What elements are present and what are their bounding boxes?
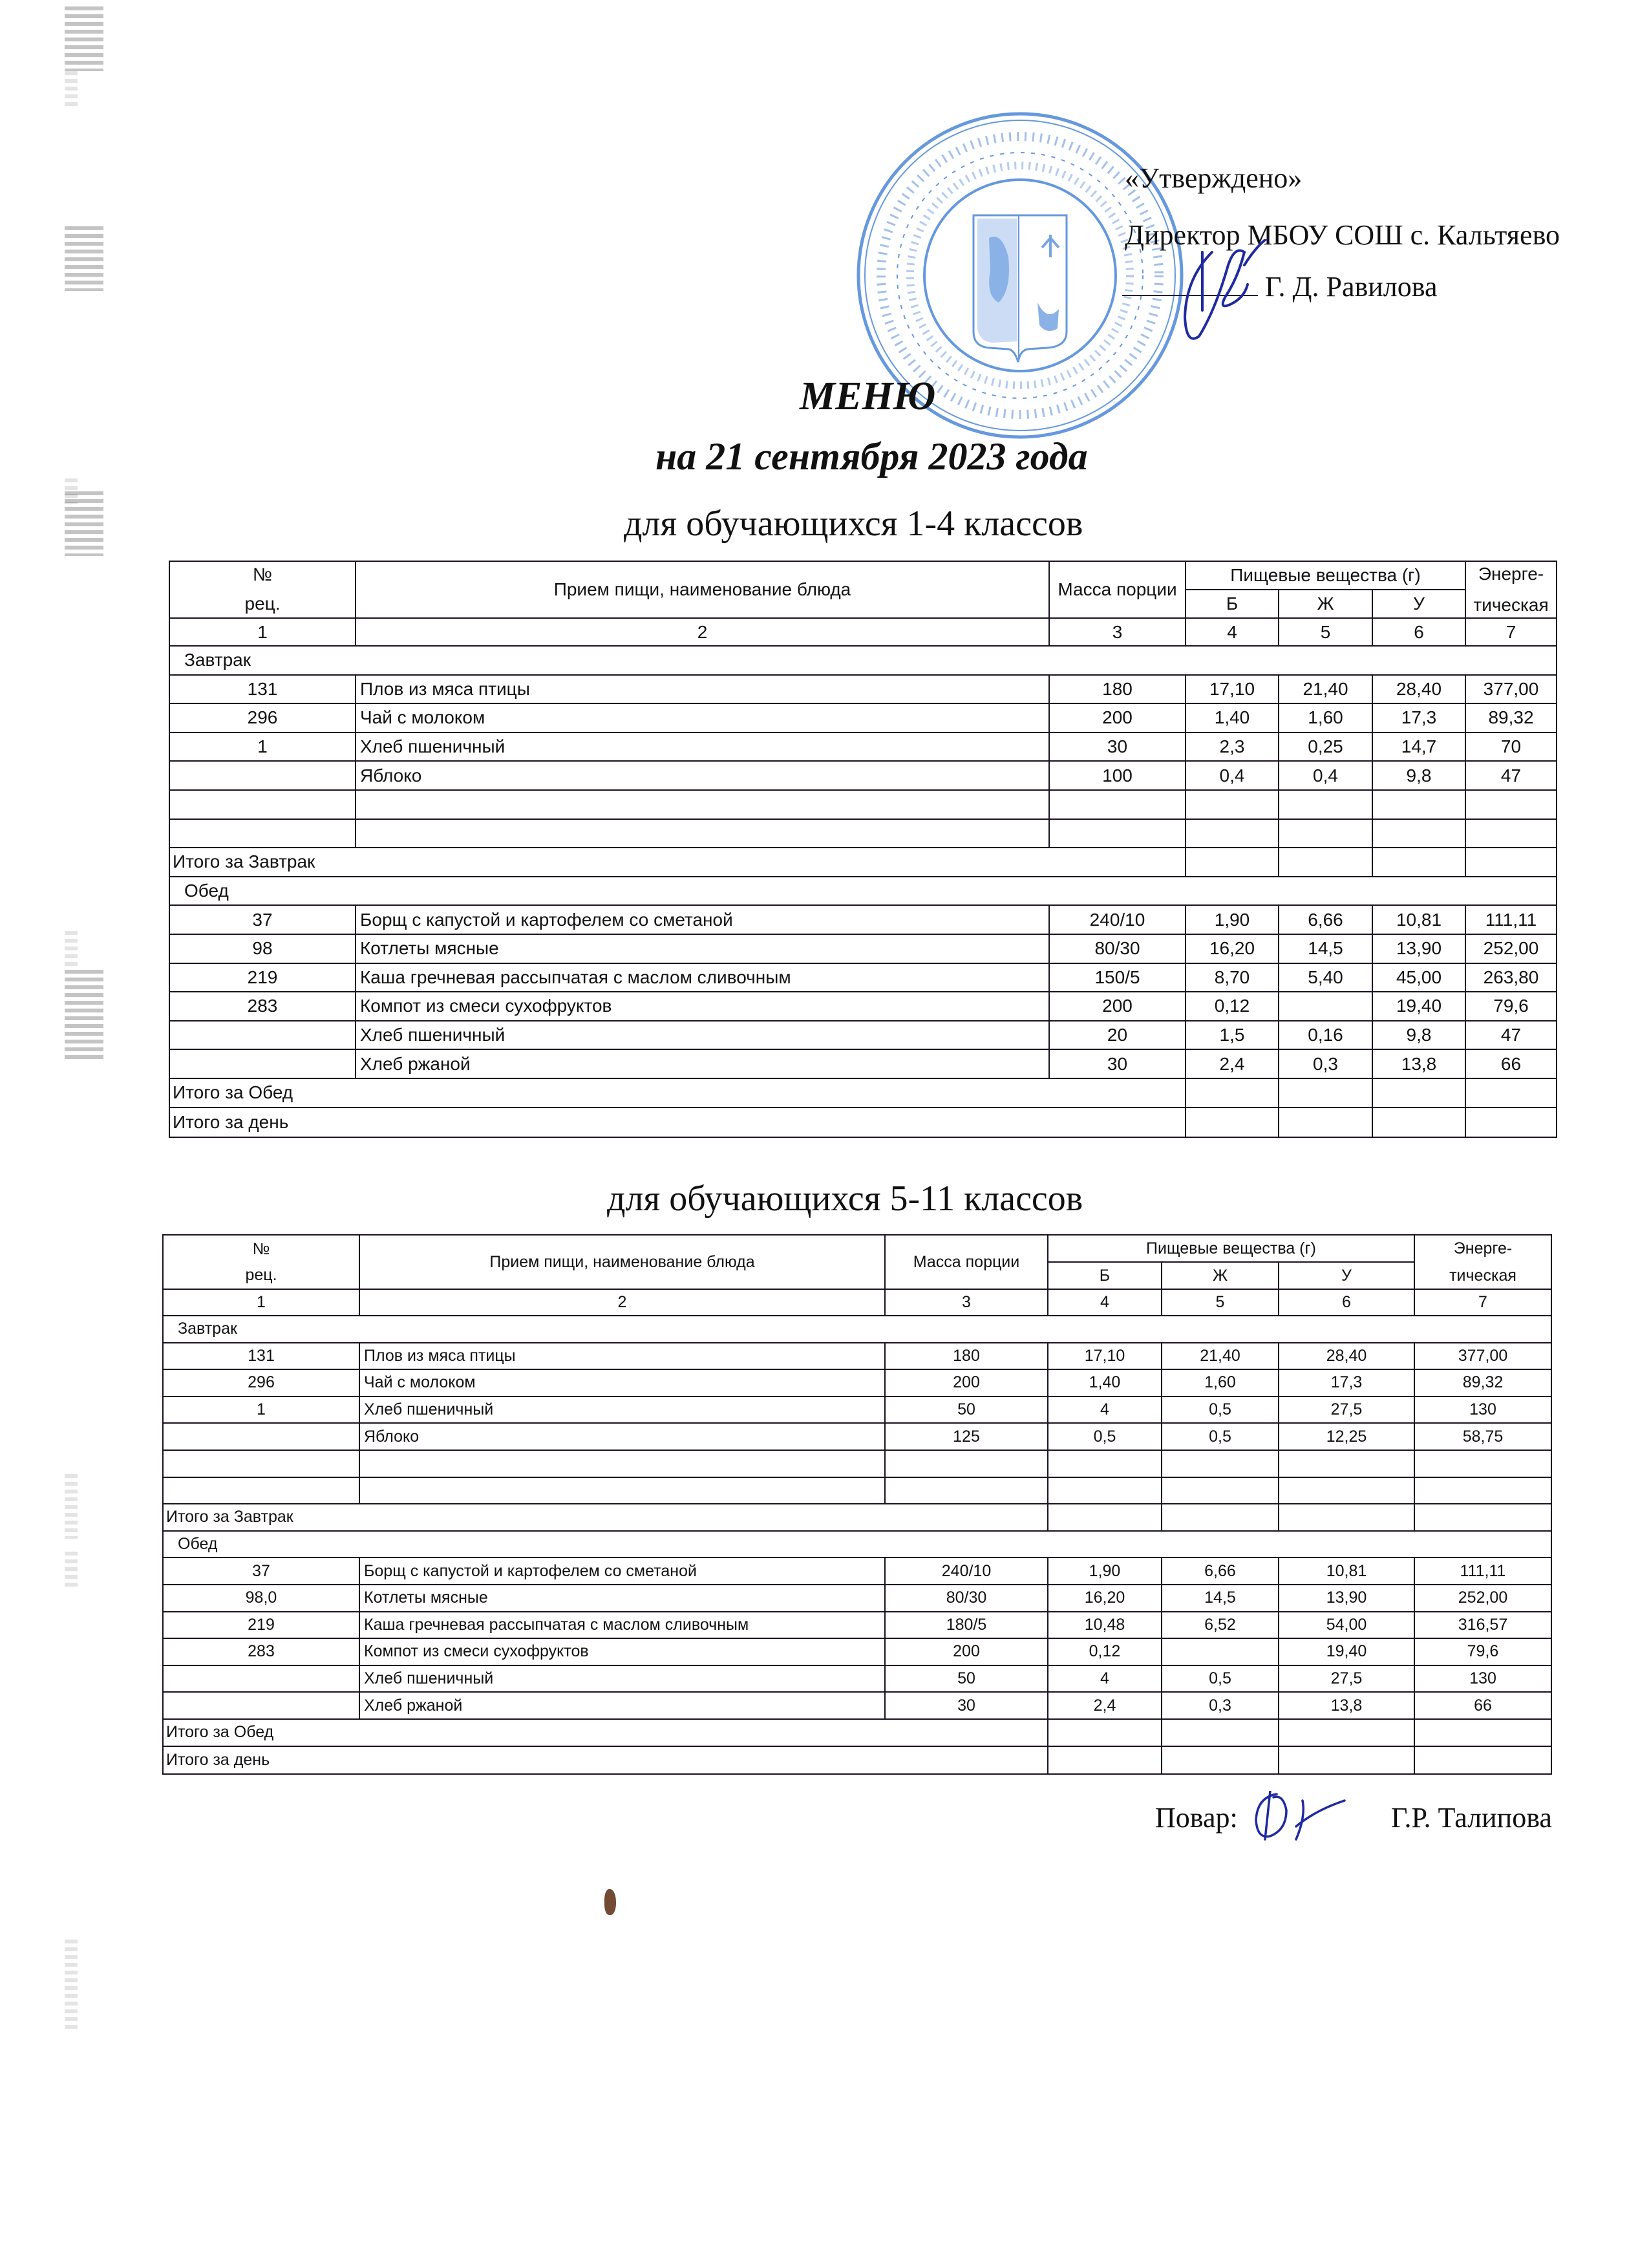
total-protein-value xyxy=(1048,1747,1162,1774)
protein-value: 1,40 xyxy=(1186,704,1279,733)
total-carbs-value xyxy=(1373,1079,1466,1108)
dish-name: Плов из мяса птицы xyxy=(356,676,1050,705)
dish-name: Хлеб пшеничный xyxy=(360,1666,886,1693)
carbs-value: 13,8 xyxy=(1373,1050,1466,1079)
protein-value: 1,40 xyxy=(1048,1370,1162,1397)
portion-mass: 180/5 xyxy=(886,1612,1048,1640)
dish-name: Каша гречневая рассыпчатая с маслом сливочным xyxy=(360,1612,886,1640)
header-nutrients: Пищевые вещества (г) xyxy=(1186,562,1466,590)
portion-mass: 150/5 xyxy=(1050,964,1186,993)
carbs-value: 19,40 xyxy=(1279,1639,1415,1666)
cook-signature xyxy=(1251,1791,1348,1843)
portion-mass: 125 xyxy=(886,1424,1048,1451)
portion-mass: 30 xyxy=(1050,733,1186,762)
scan-artifact xyxy=(65,1552,78,1590)
recipe-number: 131 xyxy=(164,1343,360,1371)
energy-value: 252,00 xyxy=(1415,1585,1551,1612)
energy-value xyxy=(1466,791,1556,820)
protein-value: 2,4 xyxy=(1186,1050,1279,1079)
total-protein-value xyxy=(1186,848,1279,877)
energy-value: 130 xyxy=(1415,1397,1551,1424)
breakfast-total-label: Итого за Завтрак xyxy=(170,848,1186,877)
portion-mass: 240/10 xyxy=(886,1558,1048,1585)
fat-value: 0,5 xyxy=(1162,1397,1279,1424)
protein-value xyxy=(1186,820,1279,849)
fat-value: 6,52 xyxy=(1162,1612,1279,1640)
energy-value: 263,80 xyxy=(1466,964,1556,993)
energy-value: 66 xyxy=(1466,1050,1556,1079)
carbs-value xyxy=(1373,791,1466,820)
fat-value: 0,5 xyxy=(1162,1666,1279,1693)
recipe-number: 283 xyxy=(164,1639,360,1666)
total-energy-value xyxy=(1415,1504,1551,1532)
carbs-value: 17,3 xyxy=(1373,704,1466,733)
recipe-number xyxy=(164,1424,360,1451)
recipe-number: 296 xyxy=(164,1370,360,1397)
menu-table-grades-1-4 xyxy=(169,561,1557,1138)
header-recipe-number-top: № xyxy=(252,564,273,585)
approval-label: «Утверждено» xyxy=(1125,162,1303,194)
total-carbs-value xyxy=(1279,1747,1415,1774)
fat-value: 0,4 xyxy=(1279,762,1373,791)
fat-value xyxy=(1279,992,1373,1022)
recipe-number: 283 xyxy=(170,992,356,1022)
fat-value: 5,40 xyxy=(1279,964,1373,993)
portion-mass: 240/10 xyxy=(1050,906,1186,935)
total-protein-value xyxy=(1048,1720,1162,1747)
energy-value: 111,11 xyxy=(1415,1558,1551,1585)
portion-mass: 30 xyxy=(886,1693,1048,1720)
scan-artifact xyxy=(65,71,78,110)
header-dish-name: Прием пищи, наименование блюда xyxy=(360,1236,886,1290)
lunch-total-label: Итого за Обед xyxy=(170,1079,1186,1108)
total-energy-value xyxy=(1466,1108,1556,1137)
column-number: 5 xyxy=(1162,1290,1279,1316)
fat-value: 14,5 xyxy=(1162,1585,1279,1612)
director-name: Г. Д. Равилова xyxy=(1265,271,1438,303)
recipe-number: 1 xyxy=(164,1397,360,1424)
dish-name: Компот из смеси сухофруктов xyxy=(360,1639,886,1666)
energy-value: 130 xyxy=(1415,1666,1551,1693)
portion-mass: 80/30 xyxy=(886,1585,1048,1612)
scan-artifact xyxy=(65,931,78,970)
total-energy-value xyxy=(1466,1079,1556,1108)
day-total-label: Итого за день xyxy=(170,1108,1186,1137)
fat-value: 14,5 xyxy=(1279,935,1373,964)
column-number: 2 xyxy=(356,619,1050,647)
total-fat-value xyxy=(1279,1108,1373,1137)
scan-artifact xyxy=(65,6,103,71)
header-portion-mass: Масса порции xyxy=(886,1236,1048,1290)
dish-name: Хлеб пшеничный xyxy=(356,733,1050,762)
column-number: 3 xyxy=(1050,619,1186,647)
dish-name: Котлеты мясные xyxy=(360,1585,886,1612)
dish-name xyxy=(360,1451,886,1478)
portion-mass: 200 xyxy=(886,1639,1048,1666)
recipe-number xyxy=(164,1693,360,1720)
protein-value xyxy=(1186,791,1279,820)
carbs-value xyxy=(1373,820,1466,849)
protein-value: 16,20 xyxy=(1186,935,1279,964)
protein-value: 1,90 xyxy=(1048,1558,1162,1585)
total-fat-value xyxy=(1279,1079,1373,1108)
total-carbs-value xyxy=(1373,1108,1466,1137)
portion-mass xyxy=(1050,820,1186,849)
energy-value: 70 xyxy=(1466,733,1556,762)
fat-value xyxy=(1162,1451,1279,1478)
protein-value: 4 xyxy=(1048,1666,1162,1693)
energy-value: 252,00 xyxy=(1466,935,1556,964)
total-fat-value xyxy=(1162,1720,1279,1747)
total-fat-value xyxy=(1162,1504,1279,1532)
carbs-value: 27,5 xyxy=(1279,1397,1415,1424)
header-nutrients: Пищевые вещества (г) xyxy=(1048,1236,1415,1263)
portion-mass: 200 xyxy=(1050,992,1186,1022)
energy-value xyxy=(1415,1478,1551,1505)
portion-mass xyxy=(1050,791,1186,820)
portion-mass: 180 xyxy=(1050,676,1186,705)
table-2-subtitle: для обучающихся 5-11 классов xyxy=(607,1179,1083,1219)
fat-value: 6,66 xyxy=(1162,1558,1279,1585)
header-protein: Б xyxy=(1048,1263,1162,1290)
energy-value: 79,6 xyxy=(1415,1639,1551,1666)
header-recipe-number-top: № xyxy=(252,1240,270,1258)
total-carbs-value xyxy=(1373,848,1466,877)
protein-value: 8,70 xyxy=(1186,964,1279,993)
carbs-value: 9,8 xyxy=(1373,1022,1466,1051)
scan-artifact xyxy=(65,1474,78,1539)
dish-name: Чай с молоком xyxy=(360,1370,886,1397)
energy-value: 58,75 xyxy=(1415,1424,1551,1451)
carbs-value: 19,40 xyxy=(1373,992,1466,1022)
total-energy-value xyxy=(1415,1747,1551,1774)
fat-value: 0,3 xyxy=(1162,1693,1279,1720)
recipe-number: 219 xyxy=(170,964,356,993)
carbs-value: 28,40 xyxy=(1279,1343,1415,1371)
portion-mass: 20 xyxy=(1050,1022,1186,1051)
column-number: 3 xyxy=(886,1290,1048,1316)
header-dish-name: Прием пищи, наименование блюда xyxy=(356,562,1050,619)
carbs-value: 28,40 xyxy=(1373,676,1466,705)
fat-value: 21,40 xyxy=(1279,676,1373,705)
recipe-number xyxy=(170,791,356,820)
column-number: 5 xyxy=(1279,619,1373,647)
fat-value: 0,3 xyxy=(1279,1050,1373,1079)
column-number: 1 xyxy=(170,619,356,647)
dish-name: Борщ с капустой и картофелем со сметаной xyxy=(360,1558,886,1585)
portion-mass xyxy=(886,1451,1048,1478)
recipe-number xyxy=(164,1451,360,1478)
column-number: 6 xyxy=(1279,1290,1415,1316)
header-energy xyxy=(1466,562,1556,619)
column-number: 7 xyxy=(1415,1290,1551,1316)
header-energy-bottom: тическая xyxy=(1449,1267,1516,1285)
section-lunch: Обед xyxy=(170,877,1556,906)
dish-name: Чай с молоком xyxy=(356,704,1050,733)
dish-name: Компот из смеси сухофруктов xyxy=(356,992,1050,1022)
portion-mass: 50 xyxy=(886,1397,1048,1424)
protein-value: 16,20 xyxy=(1048,1585,1162,1612)
header-protein: Б xyxy=(1186,590,1279,619)
header-fat: Ж xyxy=(1279,590,1373,619)
energy-value: 89,32 xyxy=(1466,704,1556,733)
carbs-value: 45,00 xyxy=(1373,964,1466,993)
recipe-number: 98 xyxy=(170,935,356,964)
header-recipe-number xyxy=(164,1236,360,1290)
recipe-number xyxy=(170,1022,356,1051)
menu-title: МЕНЮ xyxy=(800,374,936,418)
portion-mass xyxy=(886,1478,1048,1505)
protein-value xyxy=(1048,1478,1162,1505)
dish-name: Каша гречневая рассыпчатая с маслом сливочным xyxy=(356,964,1050,993)
fat-value: 21,40 xyxy=(1162,1343,1279,1371)
energy-value: 47 xyxy=(1466,762,1556,791)
fat-value: 1,60 xyxy=(1162,1370,1279,1397)
header-energy-top: Энерге- xyxy=(1453,1239,1513,1257)
dish-name: Котлеты мясные xyxy=(356,935,1050,964)
protein-value: 17,10 xyxy=(1048,1343,1162,1371)
carbs-value xyxy=(1279,1478,1415,1505)
recipe-number xyxy=(164,1666,360,1693)
fat-value: 1,60 xyxy=(1279,704,1373,733)
carbs-value: 10,81 xyxy=(1279,1558,1415,1585)
energy-value: 66 xyxy=(1415,1693,1551,1720)
header-energy-top: Энерге- xyxy=(1478,564,1544,584)
carbs-value: 10,81 xyxy=(1373,906,1466,935)
recipe-number: 1 xyxy=(170,733,356,762)
dish-name: Яблоко xyxy=(360,1424,886,1451)
protein-value xyxy=(1048,1451,1162,1478)
protein-value: 17,10 xyxy=(1186,676,1279,705)
total-carbs-value xyxy=(1279,1720,1415,1747)
breakfast-total-label: Итого за Завтрак xyxy=(164,1504,1048,1532)
dish-name: Борщ с капустой и картофелем со сметаной xyxy=(356,906,1050,935)
energy-value: 377,00 xyxy=(1415,1343,1551,1371)
energy-value xyxy=(1415,1451,1551,1478)
dish-name: Плов из мяса птицы xyxy=(360,1343,886,1371)
energy-value: 89,32 xyxy=(1415,1370,1551,1397)
dish-name: Хлеб пшеничный xyxy=(360,1397,886,1424)
protein-value: 0,12 xyxy=(1048,1639,1162,1666)
day-total-label: Итого за день xyxy=(164,1747,1048,1774)
total-protein-value xyxy=(1186,1079,1279,1108)
header-energy xyxy=(1415,1236,1551,1290)
section-breakfast: Завтрак xyxy=(170,647,1556,676)
section-breakfast: Завтрак xyxy=(164,1316,1551,1343)
scan-artifact xyxy=(65,1940,78,2030)
recipe-number: 37 xyxy=(170,906,356,935)
recipe-number xyxy=(170,1050,356,1079)
energy-value: 377,00 xyxy=(1466,676,1556,705)
menu-table-grades-5-11 xyxy=(162,1234,1552,1775)
fat-value: 6,66 xyxy=(1279,906,1373,935)
dish-name: Яблоко xyxy=(356,762,1050,791)
header-recipe-number-bottom: рец. xyxy=(245,1266,277,1284)
energy-value: 47 xyxy=(1466,1022,1556,1051)
section-lunch: Обед xyxy=(164,1532,1551,1559)
carbs-value: 14,7 xyxy=(1373,733,1466,762)
portion-mass: 80/30 xyxy=(1050,935,1186,964)
header-carbs: У xyxy=(1373,590,1466,619)
recipe-number: 131 xyxy=(170,676,356,705)
portion-mass: 100 xyxy=(1050,762,1186,791)
table-1-subtitle: для обучающихся 1-4 классов xyxy=(624,504,1083,544)
column-number: 6 xyxy=(1373,619,1466,647)
header-fat: Ж xyxy=(1162,1263,1279,1290)
scan-artifact xyxy=(65,491,103,556)
total-protein-value xyxy=(1186,1108,1279,1137)
cook-label: Повар: xyxy=(1155,1802,1238,1834)
carbs-value: 13,8 xyxy=(1279,1693,1415,1720)
recipe-number: 296 xyxy=(170,704,356,733)
protein-value: 1,5 xyxy=(1186,1022,1279,1051)
dish-name: Хлеб пшеничный xyxy=(356,1022,1050,1051)
dish-name: Хлеб ржаной xyxy=(356,1050,1050,1079)
energy-value xyxy=(1466,820,1556,849)
protein-value: 10,48 xyxy=(1048,1612,1162,1640)
protein-value: 4 xyxy=(1048,1397,1162,1424)
fat-value xyxy=(1279,791,1373,820)
portion-mass: 50 xyxy=(886,1666,1048,1693)
fat-value: 0,25 xyxy=(1279,733,1373,762)
total-carbs-value xyxy=(1279,1504,1415,1532)
recipe-number: 98,0 xyxy=(164,1585,360,1612)
director-signature xyxy=(1167,239,1283,349)
column-number: 4 xyxy=(1048,1290,1162,1316)
header-carbs: У xyxy=(1279,1263,1415,1290)
column-number: 1 xyxy=(164,1290,360,1316)
recipe-number: 37 xyxy=(164,1558,360,1585)
portion-mass: 200 xyxy=(886,1370,1048,1397)
fat-value: 0,5 xyxy=(1162,1424,1279,1451)
total-energy-value xyxy=(1415,1720,1551,1747)
scan-artifact xyxy=(65,226,103,291)
column-number: 4 xyxy=(1186,619,1279,647)
column-number: 7 xyxy=(1466,619,1556,647)
fat-value: 0,16 xyxy=(1279,1022,1373,1051)
dish-name xyxy=(360,1478,886,1505)
energy-value: 79,6 xyxy=(1466,992,1556,1022)
total-protein-value xyxy=(1048,1504,1162,1532)
scan-stain xyxy=(604,1889,616,1915)
header-recipe-number-bottom: рец. xyxy=(244,594,281,614)
carbs-value: 27,5 xyxy=(1279,1666,1415,1693)
total-fat-value xyxy=(1162,1747,1279,1774)
portion-mass: 200 xyxy=(1050,704,1186,733)
carbs-value: 54,00 xyxy=(1279,1612,1415,1640)
recipe-number xyxy=(170,820,356,849)
dish-name xyxy=(356,820,1050,849)
recipe-number xyxy=(170,762,356,791)
header-recipe-number xyxy=(170,562,356,619)
header-portion-mass: Масса порции xyxy=(1050,562,1186,619)
recipe-number: 219 xyxy=(164,1612,360,1640)
energy-value: 316,57 xyxy=(1415,1612,1551,1640)
protein-value: 0,4 xyxy=(1186,762,1279,791)
portion-mass: 180 xyxy=(886,1343,1048,1371)
fat-value xyxy=(1162,1639,1279,1666)
header-energy-bottom: тическая xyxy=(1473,595,1549,615)
recipe-number xyxy=(164,1478,360,1505)
column-number: 2 xyxy=(360,1290,886,1316)
protein-value: 2,3 xyxy=(1186,733,1279,762)
dish-name xyxy=(356,791,1050,820)
director-title: Директор МБОУ СОШ с. Кальтяево xyxy=(1125,219,1560,251)
total-fat-value xyxy=(1279,848,1373,877)
protein-value: 1,90 xyxy=(1186,906,1279,935)
carbs-value: 12,25 xyxy=(1279,1424,1415,1451)
total-energy-value xyxy=(1466,848,1556,877)
dish-name: Хлеб ржаной xyxy=(360,1693,886,1720)
carbs-value: 13,90 xyxy=(1279,1585,1415,1612)
carbs-value xyxy=(1279,1451,1415,1478)
lunch-total-label: Итого за Обед xyxy=(164,1720,1048,1747)
fat-value xyxy=(1162,1478,1279,1505)
cook-name: Г.Р. Талипова xyxy=(1391,1802,1552,1834)
protein-value: 0,12 xyxy=(1186,992,1279,1022)
portion-mass: 30 xyxy=(1050,1050,1186,1079)
energy-value: 111,11 xyxy=(1466,906,1556,935)
menu-date: на 21 сентября 2023 года xyxy=(655,435,1088,478)
protein-value: 2,4 xyxy=(1048,1693,1162,1720)
carbs-value: 9,8 xyxy=(1373,762,1466,791)
scan-artifact xyxy=(65,970,103,1060)
carbs-value: 17,3 xyxy=(1279,1370,1415,1397)
fat-value xyxy=(1279,820,1373,849)
carbs-value: 13,90 xyxy=(1373,935,1466,964)
protein-value: 0,5 xyxy=(1048,1424,1162,1451)
